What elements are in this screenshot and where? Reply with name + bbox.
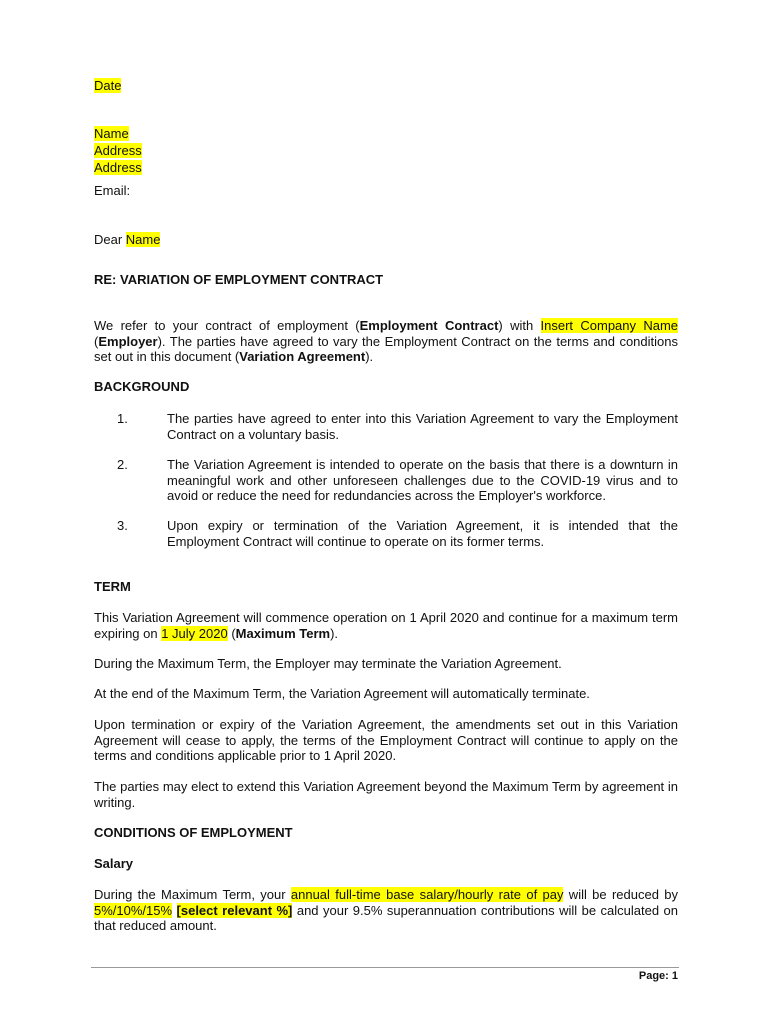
footer-rule [91, 967, 679, 968]
term-heading: TERM [94, 579, 131, 594]
recipient-name: Name [94, 126, 129, 141]
background-item-1-text: The parties have agreed to enter into this Variation Agreement to vary the Employment Contract on a voluntary basis. [167, 411, 678, 442]
background-item-3-text: Upon expiry or termination of the Variation Agreement, it is intended that the Employment Contract will continue to operate on its former terms. [167, 518, 678, 549]
recipient-address-line-1: Address [94, 143, 142, 158]
background-heading: BACKGROUND [94, 379, 190, 394]
salary-subheading: Salary [94, 856, 134, 871]
term-paragraph-1: This Variation Agreement will commence operation on 1 April 2020 and continue for a maximum term expiring on 1 July 2020 (Maximum Term). [94, 610, 678, 641]
page-number: Page: 1 [638, 970, 678, 982]
date-placeholder: Date [94, 78, 122, 93]
background-item-1-number: 1. [117, 411, 128, 426]
intro-paragraph: We refer to your contract of employment (Employment Contract) with Insert Company Name (Employer). The parties have agreed to vary the Employment Contract on the terms and conditions set out in this document (Variation Agreement). [94, 318, 679, 364]
subject-heading: RE: VARIATION OF EMPLOYMENT CONTRACT [94, 272, 384, 287]
background-item-3-number: 3. [117, 518, 128, 533]
salary-paragraph: During the Maximum Term, your annual full-time base salary/hourly rate of pay will be reduced by 5%/10%/15% [select relevant %] and your 9.5% superannuation contributions will be calculated on that reduced amount. [94, 887, 679, 933]
background-item-2-text: The Variation Agreement is intended to operate on the basis that there is a downturn in meaningful work and other unforeseen challenges due to the COVID-19 virus and to avoid or reduce the need for redundancies across the Employer's workforce. [167, 457, 678, 503]
term-paragraph-2: During the Maximum Term, the Employer may terminate the Variation Agreement. [94, 656, 562, 671]
email-label: Email: [94, 183, 131, 198]
recipient-address-line-2: Address [94, 160, 142, 175]
term-paragraph-4: Upon termination or expiry of the Variation Agreement, the amendments set out in this Variation Agreement will cease to apply, the terms of the Employment Contract will continue to apply on the terms and conditions applicable prior to 1 April 2020. [94, 717, 678, 763]
term-paragraph-5: The parties may elect to extend this Variation Agreement beyond the Maximum Term by agreement in writing. [94, 779, 678, 810]
conditions-heading: CONDITIONS OF EMPLOYMENT [94, 825, 293, 840]
term-paragraph-3: At the end of the Maximum Term, the Variation Agreement will automatically terminate. [94, 686, 590, 701]
salutation: Dear Name [94, 232, 161, 247]
background-item-2-number: 2. [117, 457, 128, 472]
